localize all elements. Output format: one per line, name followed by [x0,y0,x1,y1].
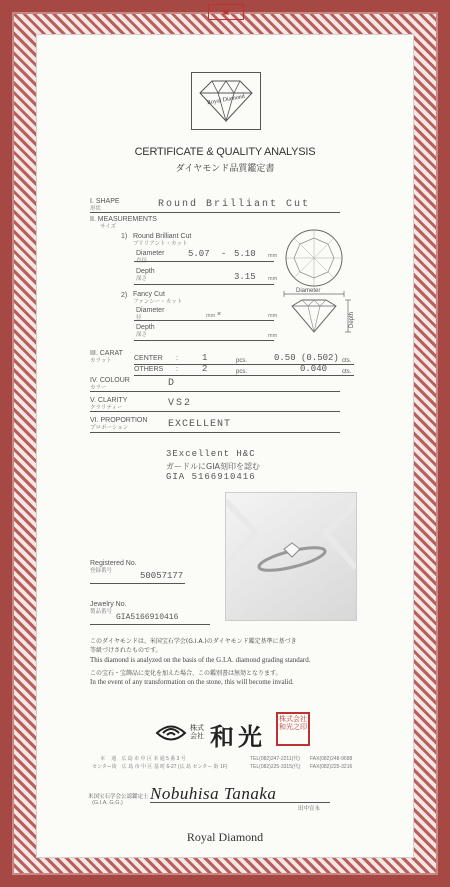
company-tel-1: TEL(082)247-2211(代) [250,756,300,762]
statement-en-2: In the event of any transformation on the stone, this will become invalid. [90,678,294,686]
proportion-line [90,432,340,433]
carat-others-label: OTHERS [134,366,164,373]
fancy-label: Fancy Cut [133,291,165,298]
fancy-depth-label: Depth [136,324,155,331]
round-diameter-line [134,261,274,262]
proportion-label: VI. PROPORTION [90,417,148,424]
carat-others-line [134,375,354,376]
colour-sub: カラー [90,385,107,391]
note-line-3: GIA 5166910416 [166,472,256,482]
round-diameter-max: 5.10 [234,249,256,259]
company-fax-2: FAX(082)225-3216 [310,764,353,770]
signer-affiliation: 米国宝石学会公認鑑定士 [88,794,149,800]
fancy-depth-line [134,340,274,341]
round-diameter-label: Diameter [136,250,165,257]
carat-center-value: 0.50 (0.502) [274,353,339,363]
jewelry-label: Jewelry No. [90,601,127,608]
colour-line [90,391,340,392]
signer-signature: Nobuhisa Tanaka [150,784,277,803]
round-depth-line [134,284,274,285]
fancy-diameter-line [134,320,274,321]
fancy-depth-unit: mm [268,333,278,339]
company-name: 和光 [210,723,266,751]
round-depth-unit: mm [268,276,278,282]
signer-name-jp: 田中宣永 [298,806,321,812]
colour-value: D [168,378,175,389]
company-seal-stamp: 株式会社和光之印 [276,712,310,746]
note-line-2: ガードルにGIA刻印を認む [166,462,261,471]
statement-jp-1b: 等級づけされたものです。 [90,647,162,654]
jewelry-sub: 製品番号 [90,609,113,615]
royal-diamond-logo [191,72,261,130]
carat-center-colon: : [176,355,178,362]
fancy-diameter-sub: 径 [136,315,142,321]
carat-others-value: 0.040 [300,364,328,374]
carat-others-cts-unit: cts. [342,369,352,375]
fancy-diameter-unit-1: mm [206,313,216,319]
statement-en-1: This diamond is analyzed on the basis of the G.I.A. diamond grading standard. [90,656,311,664]
round-label: Round Brilliant Cut [133,233,192,240]
clarity-label: V. CLARITY [90,397,128,404]
carat-sub: カラット [90,358,112,364]
jewelry-value: GIA5166910416 [116,613,179,622]
shape-label: I. SHAPE [90,198,120,205]
signer-credential: (G.I.A. G.G.) [92,800,123,806]
registered-sub: 登録番号 [90,568,113,574]
fancy-depth-sub: 深さ [136,332,148,338]
round-index: 1) [121,233,128,240]
round-depth-value: 3.15 [234,272,256,282]
colour-label: IV. COLOUR [90,377,130,384]
shape-value: Round Brilliant Cut [158,199,311,210]
proportion-value: EXCELLENT [168,419,232,430]
proportion-sub: プロポーション [90,425,129,431]
carat-center-pcs: 1 [202,353,208,363]
ring-photo [225,492,357,621]
round-diameter-unit: mm [268,253,278,259]
top-red-seal-icon: ▣ [208,4,244,20]
fancy-diameter-label: Diameter [136,307,165,314]
shape-sub: 形状 [90,206,102,212]
fancy-sub: ファンシー・カット [133,299,183,305]
clarity-line [90,411,340,412]
company-address-2: センター街 広 島 市 中 区 基 町 6-27 (広 島 センター 街 1F) [92,764,228,770]
diagram-depth-label: Depth [349,311,356,329]
fancy-diameter-times: × [217,311,222,318]
company-fax-1: FAX(082)248-9688 [310,756,353,762]
clarity-value: VS2 [168,398,193,409]
measurements-label: II. MEASUREMENTS [90,216,157,223]
registered-label: Registered No. [90,560,137,567]
wako-logo-icon [154,720,188,746]
fancy-diameter-unit-2: mm [268,313,278,319]
clarity-sub: クラリティー [90,405,123,411]
carat-others-pcs-unit: pcs. [236,369,248,375]
statement-jp-2: この宝石・宝飾品に変化を加えた場合、この鑑別書は無効となります。 [90,670,282,677]
company-type: 株式会社 [190,724,204,740]
statement-jp-1: このダイヤモンドは、米国宝石学会(G.I.A.)のダイヤモンド鑑定基準に基づき [90,638,297,645]
carat-others-colon: : [176,366,178,373]
carat-center-label: CENTER [134,355,163,362]
fancy-index: 2) [121,292,128,299]
carat-center-cts-unit: cts. [342,358,352,364]
registered-value: 50057177 [140,571,184,581]
diagram-diameter-label: Diameter [296,288,321,294]
signature-line [150,802,330,803]
registered-line [90,583,185,584]
round-diameter-sub: 直径 [136,258,148,264]
round-diameter-min: 5.07 [188,249,210,259]
logo-text: Royal Diamond [206,93,246,107]
measurements-sub: サイズ [100,224,117,230]
ring-icon [226,493,356,620]
round-depth-sub: 深さ [136,276,148,282]
note-line-1: 3Excellent H&C [166,449,256,459]
certificate-title-jp: ダイヤモンド品質鑑定書 [175,164,275,174]
company-tel-2: TEL(082)225-3315(代) [250,764,301,770]
certificate-title-en: CERTIFICATE & QUALITY ANALYSIS [134,146,316,158]
company-address-1: 本 通 広 島 市 中 区 本 通 5 番 3 号 [100,756,186,762]
round-depth-label: Depth [136,268,155,275]
carat-others-pcs: 2 [202,364,208,374]
carat-center-pcs-unit: pcs. [236,358,248,364]
round-sub: ブリリアント・カット [133,241,188,247]
footer-brand: Royal Diamond [186,830,264,844]
carat-label: III. CARAT [90,350,123,357]
shape-line [90,212,340,213]
round-diameter-sep: - [221,249,227,259]
jewelry-line [90,624,210,625]
